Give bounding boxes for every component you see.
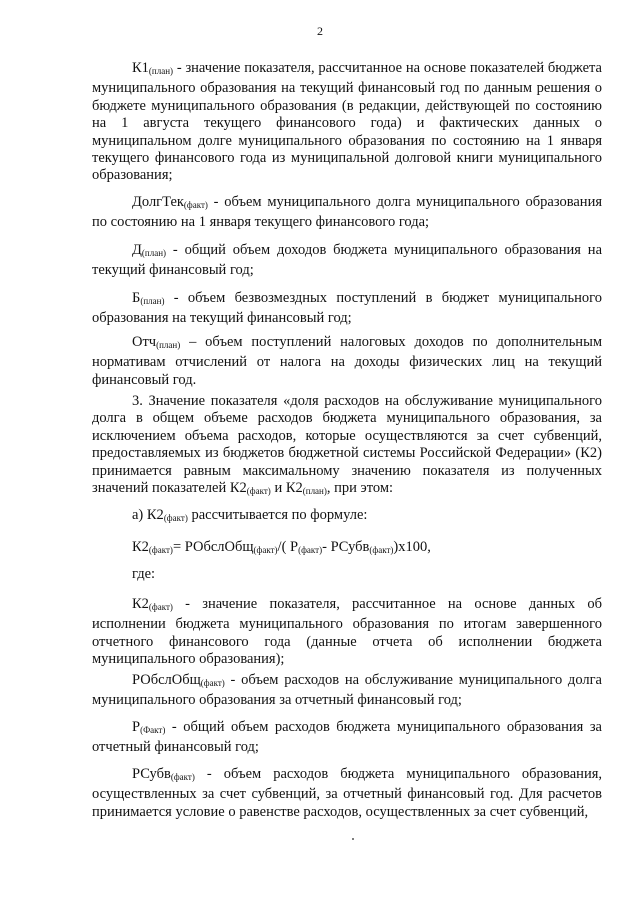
term-subscript: (план) (141, 248, 167, 258)
formula-part: /( Р (277, 539, 299, 555)
item-3-text: , при этом: (326, 480, 394, 497)
formula-part: = РОбслОбщ (172, 539, 254, 555)
formula-part: )х100, (393, 539, 431, 555)
formula-part: - РСубв (322, 539, 370, 555)
definition-d-plan (92, 242, 602, 280)
term: РОбслОбщ (132, 672, 201, 688)
definition-text: - объем безвозмездных поступлений в бюджет муниципального образования на текущий финансовый год; (92, 290, 602, 327)
formula-part: К2 (132, 539, 149, 555)
term: Б (132, 290, 141, 306)
term: ДолгТек (132, 194, 184, 210)
definition-robslobsch-fact (92, 672, 602, 710)
definition-text: - общий объем доходов бюджета муниципального образования на текущий финансовый год; (92, 242, 602, 279)
term-subscript: (факт) (170, 772, 195, 782)
definition-rsubv-fact (92, 766, 602, 821)
formula-subscript: (факт) (298, 545, 323, 555)
term-subscript: (факт) (200, 678, 225, 688)
formula-subscript: (факт) (253, 545, 278, 555)
definition-r-fact (92, 719, 602, 757)
term: Р (132, 719, 141, 735)
subscript: (факт) (246, 486, 271, 497)
term: Отч (132, 334, 157, 350)
subitem-text: а) К2 (132, 507, 164, 523)
scan-speck (352, 838, 354, 840)
definition-k2-fact (92, 596, 602, 669)
definition-text: – объем поступлений налоговых доходов по дополнительным нормативам отчислений от налога на доходы физических лиц на текущий финансовый год. (92, 334, 602, 388)
subscript: (факт) (163, 513, 188, 523)
subitem-text: рассчитывается по формуле: (187, 507, 368, 523)
formula-subscript: (факт) (369, 545, 394, 555)
page-number: 2 (317, 24, 323, 38)
term-subscript: (план) (140, 296, 165, 306)
formula-k2-fact (132, 539, 602, 559)
definition-text: - объем расходов на обслуживание муниципального долга муниципального образования за отчетный финансовый год; (92, 672, 602, 709)
term-subscript: (план) (156, 340, 181, 350)
term-subscript: (факт) (183, 200, 208, 210)
item-3-text: и К2 (270, 480, 303, 497)
definition-text: - значение показателя, рассчитанное на основе данных об исполнении бюджета муниципального образования по итогам завершенного отчетного финансового года (данные отчета об исполнении бюджета муниципального образования); (92, 596, 602, 668)
term: К2 (132, 596, 149, 612)
definition-b-plan (92, 290, 602, 328)
term: РСубв (132, 766, 171, 782)
definition-text: - значение показателя, рассчитанное на основе показателей бюджета муниципального образования на текущий финансовый год по данным решения о бюджете муниципального образования (в редакции, действующей по состоянию на 1 августа текущего финансового года) и фактических данных о муниципальном долге муниципального образования по состоянию на 1 января текущего финансового года из муниципальной долговой книги муниципального образования; (92, 60, 602, 184)
subitem-a (132, 507, 602, 527)
definition-text: - общий объем расходов бюджета муниципального образования за отчетный финансовый год; (92, 719, 602, 756)
term-subscript: (план) (148, 66, 174, 76)
item-3-text: 3. Значение показателя «доля расходов на обслуживание муниципального долга в общем объеме расходов бюджета муниципального образования, за исключением объема расходов, которые осуществляются за счет субвенций, предоставляемых из бюджетов бюджетной системы Российской Федерации» (К2) принимается равным максимальному значению показателя из полученных значений показателей К2 (92, 393, 602, 497)
term-subscript: (Факт) (140, 725, 166, 735)
formula-subscript: (факт) (148, 545, 173, 555)
term: К1 (132, 60, 149, 76)
term-subscript: (факт) (148, 602, 173, 612)
definition-k1-plan (92, 60, 602, 185)
definition-otch-plan (92, 334, 602, 389)
definition-dolgtek-fact (92, 194, 602, 232)
term: Д (132, 242, 142, 258)
definition-text: - объем расходов бюджета муниципального образования, осуществленных за счет субвенций, за отчетный финансовый год. Для расчетов принимается условие о равенстве расходов, осуществленных за счет субвенций, (92, 766, 602, 820)
where-label: где: (132, 566, 156, 582)
definition-text: - объем муниципального долга муниципального образования по состоянию на 1 января текущего финансового года; (92, 194, 602, 231)
subscript: (план) (302, 486, 327, 497)
item-3-paragraph (92, 393, 602, 500)
